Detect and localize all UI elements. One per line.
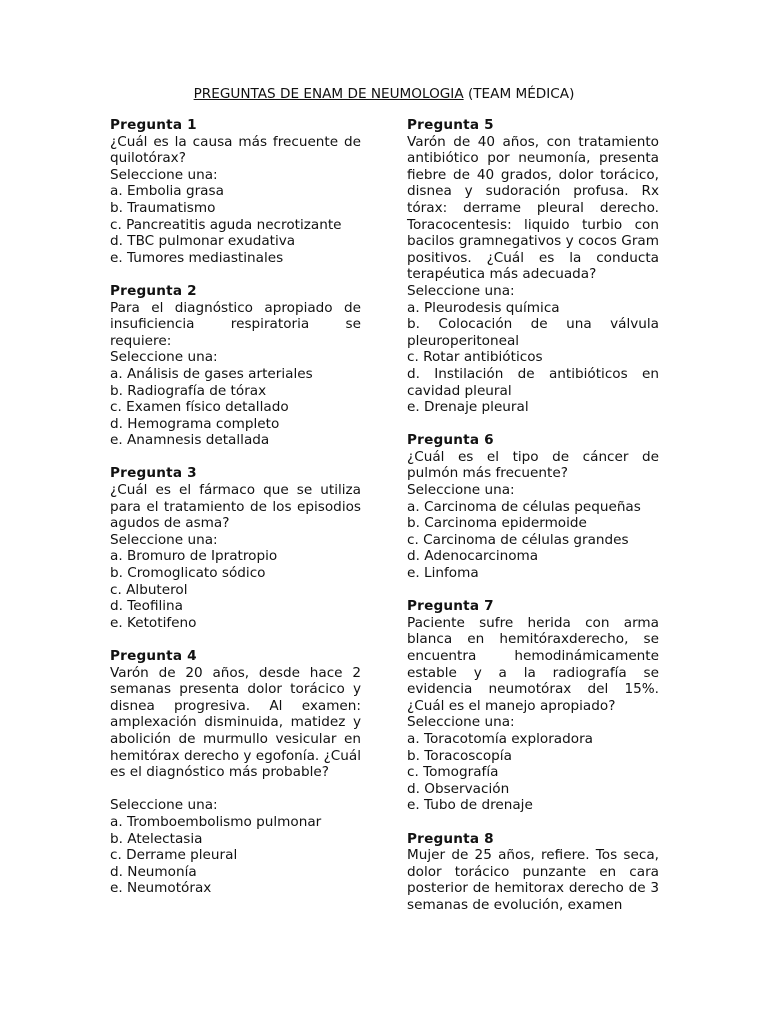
- option-d: d. TBC pulmonar exudativa: [110, 233, 296, 250]
- select-prompt: Seleccione una:: [110, 349, 218, 366]
- option-a: a. Bromuro de Ipratropio: [110, 548, 278, 565]
- option-c: c. Rotar antibióticos: [407, 349, 543, 366]
- document-title: [0, 85, 768, 103]
- option-a: a. Embolia grasa: [110, 183, 224, 200]
- question-stem: ¿Cuál es la causa más frecuente de quilotórax?: [110, 133, 361, 167]
- select-prompt: Seleccione una:: [110, 166, 218, 183]
- option-e: e. Ketotifeno: [110, 614, 197, 631]
- question-stem: ¿Cuál es el tipo de cáncer de pulmón más frecuente?: [407, 448, 659, 482]
- option-b: b. Carcinoma epidermoide: [407, 515, 587, 532]
- option-a: a. Toracotomía exploradora: [407, 730, 593, 747]
- question-8: [407, 831, 659, 914]
- option-d: d. Instilación de antibióticos en cavidad pleural: [407, 365, 659, 399]
- option-c: c. Derrame pleural: [110, 847, 238, 864]
- option-e: e. Tubo de drenaje: [407, 797, 533, 814]
- option-b: b. Radiografía de tórax: [110, 382, 267, 399]
- question-stem: Varón de 40 años, con tratamiento antibiótico por neumonía, presenta fiebre de 40 grados, dolor torácico, disnea y sudoración profusa. Rx tórax: derrame pleural derecho. Toracocentesis: liquido turbio con bacilos gramnegativos y cocos Gram positivos. ¿Cuál es la conducta terapéutica más adecuada?: [407, 133, 659, 283]
- option-a: a. Carcinoma de células pequeñas: [407, 498, 641, 515]
- select-prompt: Seleccione una:: [407, 282, 515, 299]
- option-c: c. Carcinoma de células grandes: [407, 531, 629, 548]
- select-prompt: Seleccione una:: [407, 482, 515, 499]
- question-4: [110, 648, 361, 897]
- select-prompt: Seleccione una:: [110, 531, 218, 548]
- option-d: d. Observación: [407, 780, 510, 797]
- right-column: [407, 117, 659, 930]
- question-heading: Pregunta 2: [110, 282, 197, 299]
- question-stem: Mujer de 25 años, refiere. Tos seca, dolor torácico punzante en cara posterior de hemitorax derecho de 3 semanas de evolución, examen: [407, 847, 659, 913]
- question-stem: Paciente sufre herida con arma blanca en hemitóraxderecho, se encuentra hemodinámicamente estable y a la radiografía se evidencia neumotórax del 15%. ¿Cuál es el manejo apropiado?: [407, 614, 659, 714]
- option-a: a. Tromboembolismo pulmonar: [110, 813, 322, 830]
- option-e: e. Drenaje pleural: [407, 399, 529, 416]
- question-heading: Pregunta 7: [407, 598, 494, 615]
- option-e: e. Neumotórax: [110, 880, 212, 897]
- question-heading: Pregunta 8: [407, 830, 494, 847]
- option-a: a. Análisis de gases arteriales: [110, 365, 313, 382]
- question-heading: Pregunta 6: [407, 432, 494, 449]
- document-title-suffix: (TEAM MÉDICA): [463, 86, 575, 102]
- option-a: a. Pleurodesis química: [407, 299, 560, 316]
- left-column: [110, 117, 361, 914]
- question-2: [110, 283, 361, 449]
- question-5: [407, 117, 659, 416]
- option-c: c. Tomografía: [407, 764, 499, 781]
- option-b: b. Cromoglicato sódico: [110, 565, 266, 582]
- question-6: [407, 432, 659, 581]
- option-e: e. Linfoma: [407, 565, 479, 582]
- question-stem: Para el diagnóstico apropiado de insuficiencia respiratoria se requiere:: [110, 299, 361, 349]
- option-c: c. Pancreatitis aguda necrotizante: [110, 216, 342, 233]
- option-d: d. Neumonía: [110, 863, 197, 880]
- question-heading: Pregunta 3: [110, 465, 197, 482]
- select-prompt: Seleccione una:: [407, 714, 515, 731]
- option-d: d. Hemograma completo: [110, 415, 280, 432]
- question-heading: Pregunta 1: [110, 117, 197, 133]
- option-d: d. Teofilina: [110, 598, 184, 615]
- question-1: [110, 117, 361, 266]
- blank-line: [110, 781, 361, 798]
- question-stem: Varón de 20 años, desde hace 2 semanas presenta dolor torácico y disnea progresiva. Al examen: amplexación disminuida, matidez y abolición de murmullo vesicular en hemitórax derecho y egofonía. ¿Cuál es el diagnóstico más probable?: [110, 664, 361, 781]
- option-d: d. Adenocarcinoma: [407, 548, 539, 565]
- option-e: e. Anamnesis detallada: [110, 432, 270, 449]
- question-heading: Pregunta 5: [407, 117, 494, 133]
- option-b: b. Toracoscopía: [407, 747, 512, 764]
- option-b: b. Colocación de una válvula pleuroperitoneal: [407, 316, 659, 349]
- question-7: [407, 598, 659, 814]
- option-c: c. Albuterol: [110, 581, 188, 598]
- option-b: b. Atelectasia: [110, 830, 203, 847]
- question-stem: ¿Cuál es el fármaco que se utiliza para el tratamiento de los episodios agudos de asma?: [110, 482, 361, 532]
- option-c: c. Examen físico detallado: [110, 399, 289, 416]
- document-title-main: PREGUNTAS DE ENAM DE NEUMOLOGIA: [193, 86, 464, 102]
- select-prompt: Seleccione una:: [110, 797, 218, 814]
- option-b: b. Traumatismo: [110, 199, 216, 216]
- option-e: e. Tumores mediastinales: [110, 249, 284, 266]
- question-heading: Pregunta 4: [110, 648, 197, 664]
- question-3: [110, 465, 361, 631]
